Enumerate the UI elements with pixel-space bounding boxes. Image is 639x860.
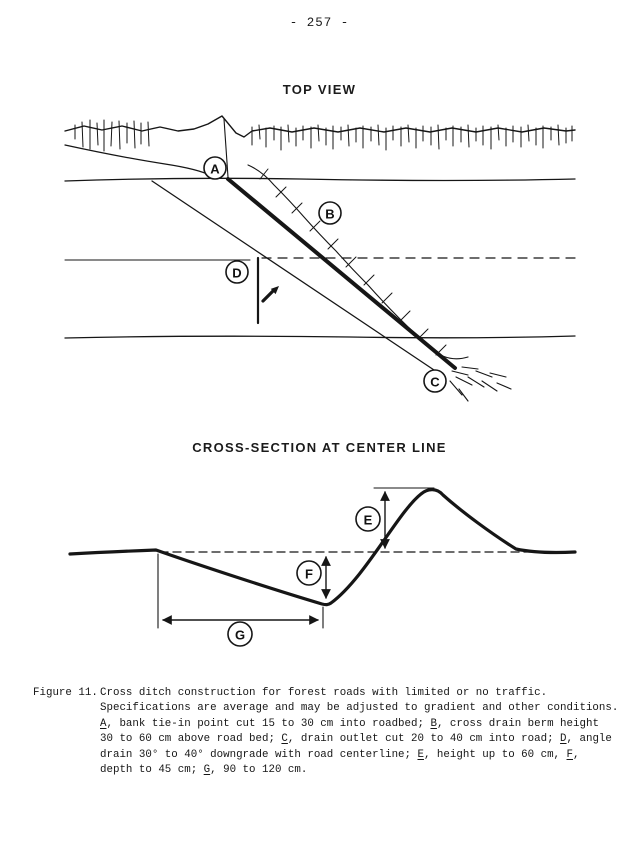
label-f-text: F bbox=[305, 566, 313, 582]
caption-line: depth to 45 cm; G, 90 to 120 cm. bbox=[100, 764, 308, 777]
figure-caption bbox=[33, 686, 623, 778]
top-view-title: TOP VIEW bbox=[282, 82, 357, 97]
label-g bbox=[228, 622, 252, 646]
label-f bbox=[297, 561, 321, 585]
label-c bbox=[424, 370, 446, 392]
caption-line: Specifications are average and may be adjusted to gradient and other conditions. bbox=[100, 702, 619, 715]
caption-line: Cross ditch construction for forest roads with limited or no traffic. bbox=[100, 687, 548, 699]
caption-line: A, bank tie-in point cut 15 to 30 cm into roadbed; B, cross drain berm height bbox=[100, 717, 599, 730]
caption-line: 30 to 60 cm above road bed; C, drain outlet cut 20 to 40 cm into road; D, angle bbox=[100, 733, 612, 746]
page-number: - 257 - bbox=[289, 16, 350, 30]
road-lower-edge bbox=[65, 336, 575, 338]
flow-arrow bbox=[263, 286, 279, 301]
label-b-text: B bbox=[325, 206, 335, 222]
label-d bbox=[226, 261, 248, 283]
label-d-text: D bbox=[232, 265, 242, 281]
label-a-text: A bbox=[210, 161, 220, 177]
profile-line bbox=[70, 490, 575, 605]
label-b bbox=[319, 202, 341, 224]
road-upper-edge bbox=[65, 178, 575, 181]
label-c-text: C bbox=[430, 374, 440, 390]
label-e-text: E bbox=[363, 512, 373, 528]
figure-label: Figure 11. bbox=[33, 687, 98, 699]
drain-left-edge bbox=[152, 181, 437, 372]
outlet-splash bbox=[450, 367, 511, 401]
bank-toe-line bbox=[65, 145, 212, 176]
caption-lines bbox=[100, 686, 623, 778]
bank-hatching-left bbox=[75, 120, 149, 151]
label-g-text: G bbox=[234, 627, 246, 643]
cross-section-drawing bbox=[0, 470, 639, 670]
top-view-drawing bbox=[0, 105, 639, 420]
berm-scribble bbox=[248, 165, 468, 359]
cross-section-title: CROSS-SECTION AT CENTER LINE bbox=[192, 440, 447, 455]
label-a bbox=[204, 157, 226, 179]
label-e bbox=[356, 507, 380, 531]
berm-hatch-ticks bbox=[260, 169, 446, 355]
caption-line: drain 30° to 40° downgrade with road centerline; E, height up to 60 cm, F, bbox=[100, 748, 580, 761]
